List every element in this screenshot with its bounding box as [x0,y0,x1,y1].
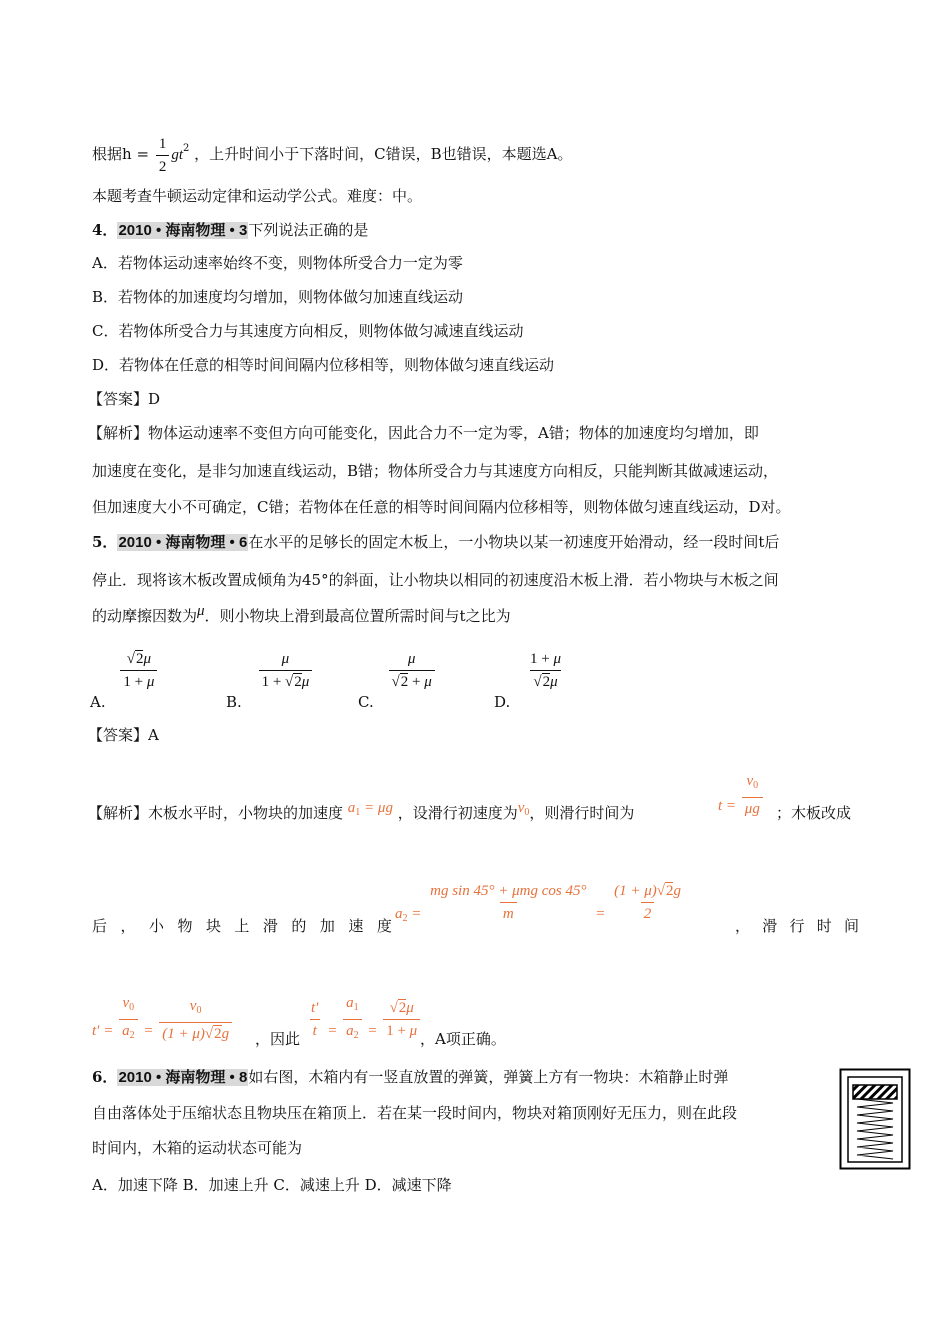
question-6-stem [92,1067,728,1088]
fraction-half [156,133,170,178]
solution-line-1 [92,131,572,178]
numerator: t′ [311,1000,319,1016]
text: = [136,145,150,163]
options-line: A．加速下降 B．加速上升 C．减速上升 D．减速下降 [92,1176,452,1194]
fraction [742,770,763,820]
question-number: 5． [92,533,118,551]
solution-line-2: 本题考查牛顿运动定律和运动学公式。难度：中。 [92,187,423,205]
analysis-line: 【解析】物体运动速率不变但方向可能变化，因此合力不一定为零，A错；物体的加速度均匀增加，即 [88,424,759,442]
answer: 【答案】A [88,726,159,744]
denominator: μg [742,797,763,820]
text: ，上升时间小于下落时间，C错误，B也错误，本题选A。 [194,145,573,163]
text: ，设滑行初速度为 [397,804,518,822]
text: 行 [789,917,805,935]
text: ，A项正确。 [420,1030,506,1048]
source-tag: 2010 • 海南物理 • 6 [118,534,248,551]
option-d [494,648,566,711]
stem-text: 的动摩擦因数为 [92,607,198,625]
fraction [119,992,138,1047]
option-a-formula [120,648,157,693]
formula-a1: $a_1 = \mu g$ [347,800,393,818]
formula-ratio: $\frac{t'}{t}$ = $\frac{a_1}{a_2}$ = $\frac{√2\mu}{1 + \mu}$ [306,992,422,1047]
numerator: $v_0$ [189,997,202,1016]
fraction [308,997,321,1042]
text: 物 [177,917,193,935]
denominator: 1 + √2μ [259,670,313,693]
question-number: 6． [92,1068,118,1086]
fraction [427,880,589,925]
option-a: A．若物体运动速率始终不变，则物体所受合力一定为零 [92,254,463,272]
analysis-line [92,916,392,936]
numerator: μ [407,651,416,667]
option-label: C. [358,692,374,711]
denominator: 2 [641,902,655,925]
numerator: 1 + μ [530,651,562,667]
denominator: t [310,1019,320,1042]
option-b: B．若物体的加速度均匀增加，则物体做匀加速直线运动 [92,288,464,306]
stem-line: 停止．现将该木板改置成倾角为45°的斜面，让小物块以相同的初速度沿木板上滑．若小物块与木板之间 [92,571,779,589]
stem-text: ．则小物块上滑到最高位置所需时间与t之比为 [204,607,511,625]
text: 度 [376,917,392,935]
text: 滑 [762,917,778,935]
option-b-formula [259,648,313,693]
block [853,1085,897,1099]
numerator: √2μ [126,651,152,667]
text: ，因此 [255,1030,301,1048]
source-tag: 2010 • 海南物理 • 3 [118,222,248,239]
formula-t-prime: t′ = $\frac{v_0}{a_2}$ = $\frac{v_0}{(1 + \mu)√2g}$ [92,992,234,1047]
text: 时 [816,917,832,935]
denominator: $a_2$ [343,1019,362,1047]
text: ，则滑行时间为 [529,804,635,822]
analysis-line [735,916,859,936]
option-c-formula [389,648,435,693]
option-a [90,648,159,711]
source-tag: 2010 • 海南物理 • 8 [118,1069,248,1086]
numerator: $a_1$ [346,995,359,1013]
denominator: $a_2$ [119,1019,138,1047]
fraction [343,992,362,1047]
option-c [358,648,437,711]
denominator: (1 + μ)√2g [159,1022,232,1045]
text: 【解析】木板水平时，小物块的加速度 [88,804,344,822]
denominator: √2 + μ [389,670,435,693]
denominator: m [500,902,517,925]
text: 间 [843,917,859,935]
text: 速 [348,917,364,935]
text: 块 [205,917,221,935]
denominator: 2 [156,155,170,178]
option-d-formula [527,648,564,693]
numerator: $v_0$ [746,773,759,791]
denominator: √2μ [530,670,560,693]
analysis-line: 但加速度大小不可确定，C错；若物体在任意的相等时间间隔内位移相等，则物体做匀速直线运动，D对。 [92,498,791,516]
fraction [611,880,684,925]
spring-box-diagram [839,1068,911,1170]
denominator: 1 + μ [383,1019,420,1042]
numerator: √2μ [389,1000,414,1016]
stem-text: 在水平的足够长的固定木板上，一小物块以某一初速度开始滑动，经一段时间t后 [248,533,780,551]
option-c: C．若物体所受合力与其速度方向相反，则物体做匀减速直线运动 [92,322,524,340]
formula-a2: $a_2$ = $\frac{\text{mg sin 45° + μmg cos 45°}}{m}$ = $\frac{(1 + \mu)√2g}{2}$ [395,880,686,925]
option-d: D．若物体在任意的相等时间间隔内位移相等，则物体做匀速直线运动 [92,356,555,374]
stem-text: 下列说法正确的是 [248,221,369,239]
superscript: 2 [182,143,190,154]
fraction [159,995,232,1045]
text: ；木板改成 [776,804,852,822]
formula-v0: $v_0$ [517,800,530,818]
text: 加 [319,917,335,935]
question-5-stem [92,532,779,553]
answer: 【答案】D [88,390,161,408]
option-label: B. [226,692,242,711]
formula-time: t = $\frac{v_0}{\mu g}$ [718,770,765,820]
text: 滑 [262,917,278,935]
fraction [383,997,420,1042]
numerator: (1 + μ)√2g [614,883,681,899]
text: 上 [234,917,250,935]
question-number: 4． [92,221,118,239]
stem-line: 自由落体处于压缩状态且物块压在箱顶上．若在某一段时间内，物块对箱顶刚好无压力，则在此段 [92,1104,738,1122]
analysis-line: 加速度在变化，是非匀加速直线运动，B错；物体所受合力与其速度方向相反，只能判断其做减速运动， [92,462,779,480]
formula: gt [171,147,183,163]
text: 根据h [92,145,132,163]
text: 后 [92,917,108,935]
option-b [226,648,314,711]
text: 小 [148,917,164,935]
spring [857,1099,893,1159]
text: 的 [291,917,307,935]
text: ， [735,917,751,935]
numerator: 1 [158,135,167,152]
option-label: A. [90,692,106,711]
numerator: $v_0$ [122,995,135,1013]
numerator: μ [281,651,290,667]
text: ， [120,917,136,935]
mu-symbol: μ [197,603,205,619]
stem-line: 时间内，木箱的运动状态可能为 [92,1139,303,1157]
question-4-stem [92,220,368,241]
stem-line [92,603,511,627]
analysis-line [88,800,635,829]
numerator: mg sin 45° + μmg cos 45° [430,883,587,899]
stem-text: 如右图，木箱内有一竖直放置的弹簧，弹簧上方有一物块：木箱静止时弹 [248,1068,729,1086]
option-label: D. [494,692,511,711]
denominator: 1 + μ [120,670,157,693]
